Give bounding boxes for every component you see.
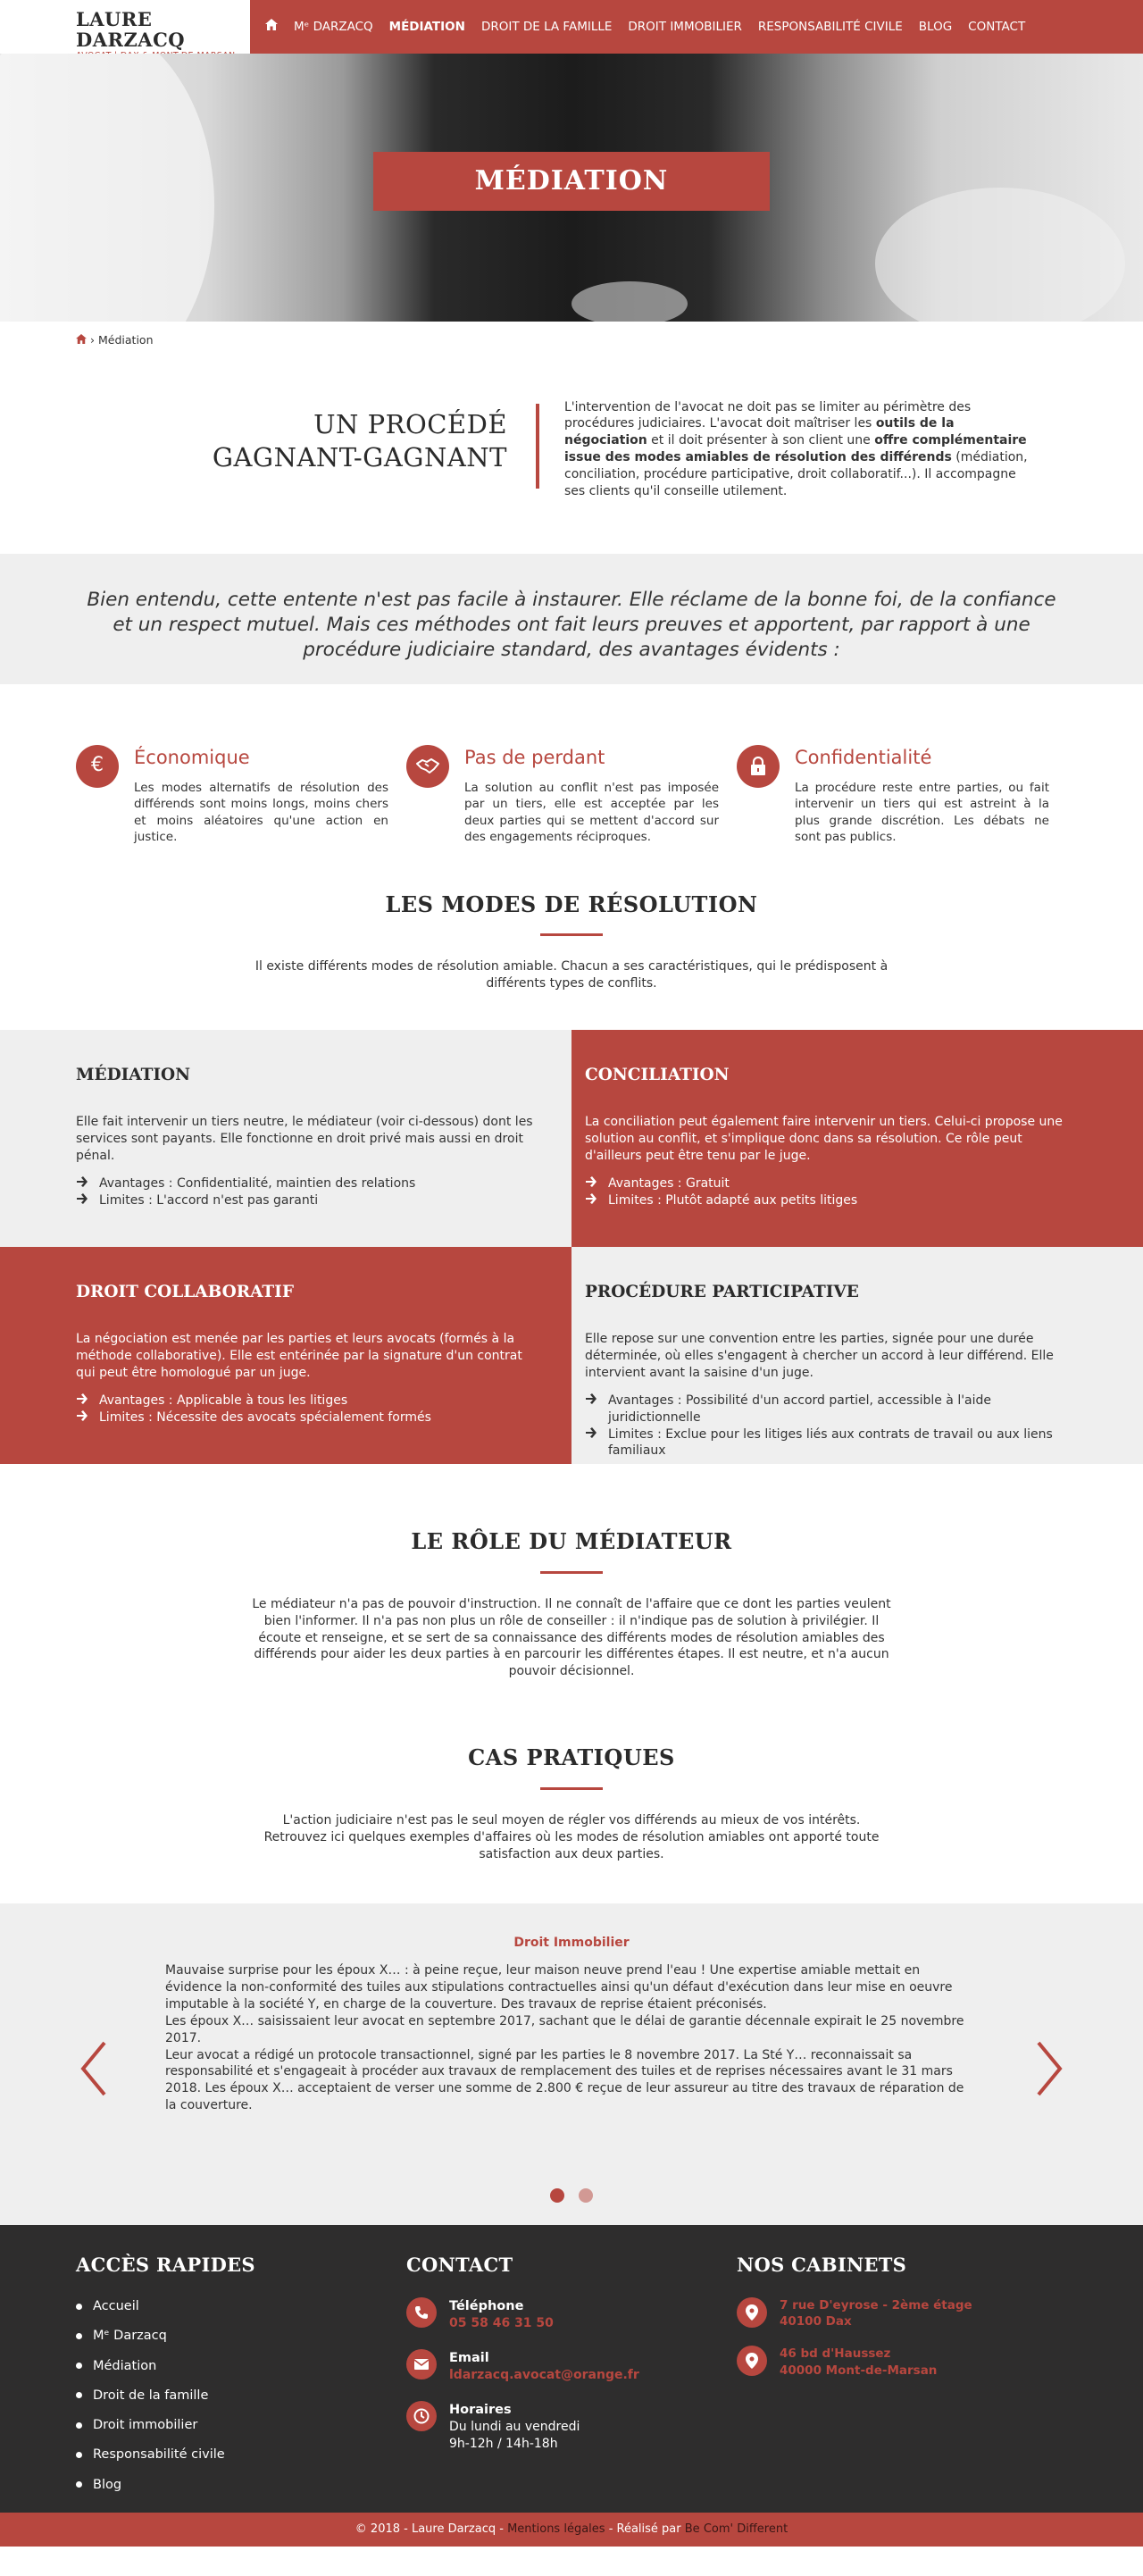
nav-contact[interactable]: CONTACT — [968, 19, 1026, 34]
slider-next-icon[interactable] — [1031, 2037, 1067, 2100]
footer-quick-links — [76, 2252, 406, 2513]
bullet-icon — [76, 2304, 82, 2310]
arrow-right-icon — [76, 1409, 88, 1422]
nav-droit-immobilier[interactable]: DROIT IMMOBILIER — [628, 19, 742, 34]
feature-text: Les modes alternatifs de résolution des différends sont moins longs, moins chers et moins aléatoires qu'une action en justice. — [134, 781, 388, 844]
section-divider — [540, 1571, 603, 1574]
map-pin-icon — [737, 2297, 767, 2328]
arrow-right-icon — [585, 1393, 597, 1405]
arrow-right-icon — [585, 1192, 597, 1205]
copyright-bar — [0, 2513, 1143, 2547]
hours-times: 9h-12h / 14h-18h — [449, 2436, 558, 2451]
breadcrumb-home-icon[interactable] — [76, 332, 87, 348]
nav-home[interactable] — [257, 19, 286, 36]
footer-link[interactable] — [76, 2297, 406, 2315]
mode-point: Avantages : Possibilité d'un accord partiel, accessible à l'aide juridictionnelle — [608, 1393, 992, 1425]
mode-title: DROIT COLLABORATIF — [76, 1283, 294, 1302]
contact-label: Horaires — [449, 2402, 512, 2417]
modes-section-header — [0, 890, 1143, 992]
legal-link[interactable]: Mentions légales — [507, 2522, 605, 2536]
breadcrumb-separator-icon: › — [90, 333, 95, 347]
intro-text-part: L'intervention de l'avocat ne doit pas se limiter au périmètre des procédures judiciaires. L'avocat doit maîtriser les — [564, 399, 972, 431]
agency-link[interactable]: Be Com' Different — [684, 2522, 788, 2536]
intro-section — [0, 359, 1143, 554]
copyright-text: © 2018 - Laure Darzacq - — [355, 2522, 508, 2536]
feature-text: La procédure reste entre parties, ou fait intervenir un tiers qui est astreint à la plus grande discrétion. Les débats ne sont pas publics. — [795, 781, 1049, 844]
mode-point: Limites : Exclue pour les litiges liés aux contrats de travail ou aux liens familiaux — [608, 1426, 1053, 1459]
nav-darzacq[interactable]: Mᵉ DARZACQ — [294, 19, 373, 34]
map-pin-icon — [737, 2346, 767, 2376]
contact-email — [406, 2349, 737, 2385]
footer-links — [76, 2297, 406, 2494]
intro-text-part: et il doit présenter à son client une — [647, 433, 875, 448]
bullet-icon — [76, 2422, 82, 2429]
modes-grid — [0, 1030, 1143, 1464]
mode-point: Avantages : Gratuit — [608, 1175, 730, 1191]
list-item — [585, 1393, 1067, 1426]
footer-link-label[interactable]: Médiation — [93, 2358, 157, 2373]
footer-title: ACCÈS RAPIDES — [76, 2253, 255, 2276]
footer-link-label[interactable]: Blog — [93, 2477, 122, 2492]
footer-link-label[interactable]: Droit immobilier — [93, 2418, 198, 2433]
list-item — [585, 1426, 1067, 1460]
footer-link[interactable] — [76, 2357, 406, 2375]
mode-points — [585, 1393, 1067, 1460]
arrow-right-icon — [585, 1175, 597, 1188]
arrow-right-icon — [76, 1393, 88, 1405]
modes-intro: Il existe différents modes de résolution amiable. Chacun a ses caractéristiques, qui le prédisposent à différents types de conflits. — [254, 959, 889, 991]
feature-pas-de-perdant — [406, 745, 737, 890]
feature-text: La solution au conflit n'est pas imposée par un tiers, elle est acceptée par les deux parties qui se mettent d'accord sur des engagements réciproques. — [464, 781, 719, 844]
mode-title: CONCILIATION — [585, 1066, 730, 1085]
mode-points — [76, 1393, 543, 1426]
slide-paragraph: Leur avocat a rédigé un protocole transactionnel, signé par les parties le 8 novembre 2017. La Sté Y… reconnaissait sa responsabilité et s'engageait à procéder aux travaux de remplacement des tuiles et de reprises nécessaires avant le 31 mars 2018. Les époux X… acceptaient de verser une somme de 2.800 € reçue de leur assureur au titre des travaux de réparation de la couverture. — [165, 2047, 964, 2113]
hero-photo-shape — [572, 281, 688, 322]
arrow-right-icon — [76, 1175, 88, 1188]
made-by-text: - Réalisé par — [605, 2522, 685, 2536]
features-row — [0, 684, 1143, 890]
email-link[interactable]: ldarzacq.avocat@orange.fr — [449, 2368, 639, 2383]
footer-link-label[interactable]: Mᵉ Darzacq — [93, 2329, 167, 2344]
logo[interactable] — [0, 0, 250, 54]
list-item — [76, 1393, 543, 1409]
slider-prev-icon[interactable] — [76, 2037, 112, 2100]
breadcrumb-current: Médiation — [98, 333, 154, 347]
cases-title: CAS PRATIQUES — [468, 1744, 675, 1771]
footer-link-label[interactable]: Droit de la famille — [93, 2388, 209, 2403]
section-divider — [540, 933, 603, 936]
footer-link-label[interactable]: Responsabilité civile — [93, 2447, 225, 2463]
page-title: MÉDIATION — [474, 165, 669, 197]
site-header — [0, 0, 1143, 54]
slide-paragraph: Mauvaise surprise pour les époux X… : à peine reçue, leur maison neuve prend l'eau ! Une expertise amiable mettait en évidence la non-conformité des tuiles aux stipulations contractuelles ainsi qu'un défaut d'exécution dans leur mise en oeuvre imputable à la société Y, en charge de la couverture. Des travaux de reprise étaient préconisés. — [165, 1963, 953, 2011]
slide-text — [165, 1962, 978, 2114]
footer-link[interactable] — [76, 2446, 406, 2463]
mode-point: Avantages : Applicable à tous les litiges — [99, 1393, 348, 1408]
list-item — [76, 1175, 543, 1192]
logo-name: LAURE DARZACQ — [76, 8, 186, 52]
footer-link[interactable] — [76, 2476, 406, 2494]
mode-text: La négociation est menée par les parties et leurs avocats (formés à la méthode collaborative). Elle est entérinée par la signature d'un contrat qui peut être homologué par un juge. — [76, 1332, 522, 1380]
mode-point: Limites : Nécessite des avocats spécialement formés — [99, 1409, 431, 1425]
slide-category: Droit Immobilier — [513, 1935, 630, 1950]
feature-title: Économique — [134, 746, 250, 768]
list-item — [585, 1175, 1067, 1192]
modes-title: LES MODES DE RÉSOLUTION — [385, 891, 758, 917]
mode-points — [585, 1175, 1067, 1209]
mode-title: PROCÉDURE PARTICIPATIVE — [585, 1283, 859, 1302]
phone-icon — [406, 2297, 437, 2328]
section-divider — [540, 1787, 603, 1790]
role-section — [0, 1464, 1143, 1680]
footer-link-label[interactable]: Accueil — [93, 2298, 139, 2313]
slider-dot[interactable] — [579, 2188, 593, 2203]
list-item — [76, 1192, 543, 1209]
office-mont-de-marsan — [737, 2346, 1067, 2378]
footer-title: NOS CABINETS — [737, 2253, 907, 2276]
euro-icon: € — [76, 745, 119, 788]
cases-section — [0, 1680, 1143, 1862]
footer-title: CONTACT — [406, 2253, 513, 2276]
list-item — [76, 1409, 543, 1426]
intro-text-part: (médiation, conciliation, procédure participative, droit collaboratif...). Il accompagne ses clients qu'il conseille utilement. — [564, 450, 1028, 498]
home-icon — [265, 19, 278, 30]
mode-mediation — [0, 1030, 572, 1247]
role-text: Le médiateur n'a pas de pouvoir d'instruction. Il ne connaît de l'affaire que ce dont les parties veulent bien l'informer. Il n'a pas non plus un rôle de conseiller : il n'indique pas de solution à privilégier. Il écoute et renseigne, et se sert de sa connaissance des différents modes de résolution amiables des différends pour aider les deux parties à en parcourir les différentes étapes. Il est neutre, et n'a aucun pouvoir décisionnel. — [252, 1596, 891, 1679]
contact-hours — [406, 2401, 737, 2453]
feature-title: Pas de perdant — [464, 746, 605, 768]
feature-economique — [76, 745, 406, 890]
footer-link[interactable] — [76, 2327, 406, 2345]
cases-text: L'action judiciaire n'est pas le seul moyen de régler vos différends au mieux de vos intérêts. Retrouvez ici quelques exemples d'affaires où les modes de résolution amiables ont apporté toute satisfaction aux deux parties. — [263, 1812, 880, 1861]
intro-title-line1: UN PROCÉDÉ — [313, 408, 507, 439]
hero-banner — [0, 54, 1143, 322]
office-address[interactable] — [780, 2346, 937, 2378]
footer-offices — [737, 2252, 1067, 2513]
hours-days: Du lundi au vendredi — [449, 2420, 580, 2434]
clock-icon — [406, 2401, 437, 2431]
main-nav — [250, 0, 1033, 54]
office-line: 46 bd d'Haussez — [780, 2346, 891, 2362]
role-title: LE RÔLE DU MÉDIATEUR — [411, 1528, 732, 1555]
hero-photo-shape — [875, 188, 1125, 322]
contact-label: Email — [449, 2350, 489, 2365]
contact-phone — [406, 2297, 737, 2333]
intro-text — [539, 399, 1035, 500]
nav-responsabilite-civile[interactable]: RESPONSABILITÉ CIVILE — [757, 19, 903, 34]
arrow-right-icon — [76, 1192, 88, 1205]
quote-banner: Bien entendu, cette entente n'est pas facile à instaurer. Elle réclame de la bonne foi, de la confiance et un respect mutuel. Mais ces méthodes ont fait leurs preuves et apportent, par rapport à une procédure judiciaire standard, des avantages évidents : — [0, 554, 1143, 684]
hero-title-box — [373, 152, 770, 211]
office-line: 40100 Dax — [780, 2314, 852, 2329]
footer-contact — [406, 2252, 737, 2513]
footer-link[interactable] — [76, 2416, 406, 2434]
cases-slider — [0, 1903, 1143, 2225]
office-dax — [737, 2297, 1067, 2329]
list-item — [585, 1192, 1067, 1209]
breadcrumb — [0, 322, 1143, 359]
mode-title: MÉDIATION — [76, 1066, 191, 1085]
bullet-icon — [76, 2452, 82, 2458]
feature-title: Confidentialité — [795, 746, 932, 768]
mode-points — [76, 1175, 543, 1209]
contact-label: Téléphone — [449, 2298, 524, 2313]
nav-mediation[interactable]: MÉDIATION — [388, 19, 465, 34]
mode-point: Avantages : Confidentialité, maintien des relations — [99, 1175, 416, 1191]
intro-text-bold: offre complémentaire issue des modes amiables de résolution des différends — [564, 433, 1027, 465]
mode-droit-collaboratif — [0, 1247, 572, 1464]
nav-droit-famille[interactable]: DROIT DE LA FAMILLE — [480, 19, 613, 34]
mode-point: Limites : L'accord n'est pas garanti — [99, 1192, 319, 1208]
slide-paragraph: Les époux X… saisissaient leur avocat en septembre 2017, sachant que le délai de garantie décennale expirait le 25 novembre 2017. — [165, 2013, 964, 2045]
office-address[interactable] — [780, 2297, 972, 2329]
nav-blog[interactable]: BLOG — [918, 19, 953, 34]
phone-link[interactable]: 05 58 46 31 50 — [449, 2316, 554, 2331]
lock-icon — [737, 745, 780, 788]
feature-confidentialite — [737, 745, 1067, 890]
site-footer — [0, 2225, 1143, 2513]
mode-conciliation — [572, 1030, 1143, 1247]
mode-procedure-participative — [572, 1247, 1143, 1464]
mode-text: La conciliation peut également faire intervenir un tiers. Celui-ci propose une solution au conflit, et s'implique donc dans sa résolution. Ce rôle peut d'ailleurs peut être tenu par le juge. — [585, 1115, 1063, 1163]
intro-title-line2: GAGNANT-GAGNANT — [212, 442, 507, 473]
mode-text: Elle repose sur une convention entre les parties, signée pour une durée déterminée, où elles s'engagent à chercher un accord à leur différend. Elle intervient avant la saisine d'un juge. — [585, 1332, 1054, 1380]
mode-text: Elle fait intervenir un tiers neutre, le médiateur (voir ci-dessous) dont les services sont payants. Elle fonctionne en droit privé mais aussi en droit pénal. — [76, 1115, 533, 1163]
office-line: 40000 Mont-de-Marsan — [780, 2363, 938, 2378]
handshake-icon — [406, 745, 449, 788]
bullet-icon — [76, 2481, 82, 2488]
slider-dots — [0, 2188, 1143, 2203]
intro-heading — [76, 399, 536, 500]
mode-point: Limites : Plutôt adapté aux petits litiges — [608, 1192, 858, 1208]
footer-link[interactable] — [76, 2387, 406, 2405]
office-line: 7 rue D'eyrose - 2ème étage — [780, 2297, 972, 2313]
arrow-right-icon — [585, 1426, 597, 1439]
bullet-icon — [76, 2392, 82, 2398]
slider-dot-active[interactable] — [550, 2188, 564, 2203]
intro-text-bold: outils de la négociation — [564, 416, 955, 448]
bullet-icon — [76, 2333, 82, 2339]
email-icon — [406, 2349, 437, 2379]
bullet-icon — [76, 2363, 82, 2369]
hero-photo-shape — [0, 54, 214, 322]
